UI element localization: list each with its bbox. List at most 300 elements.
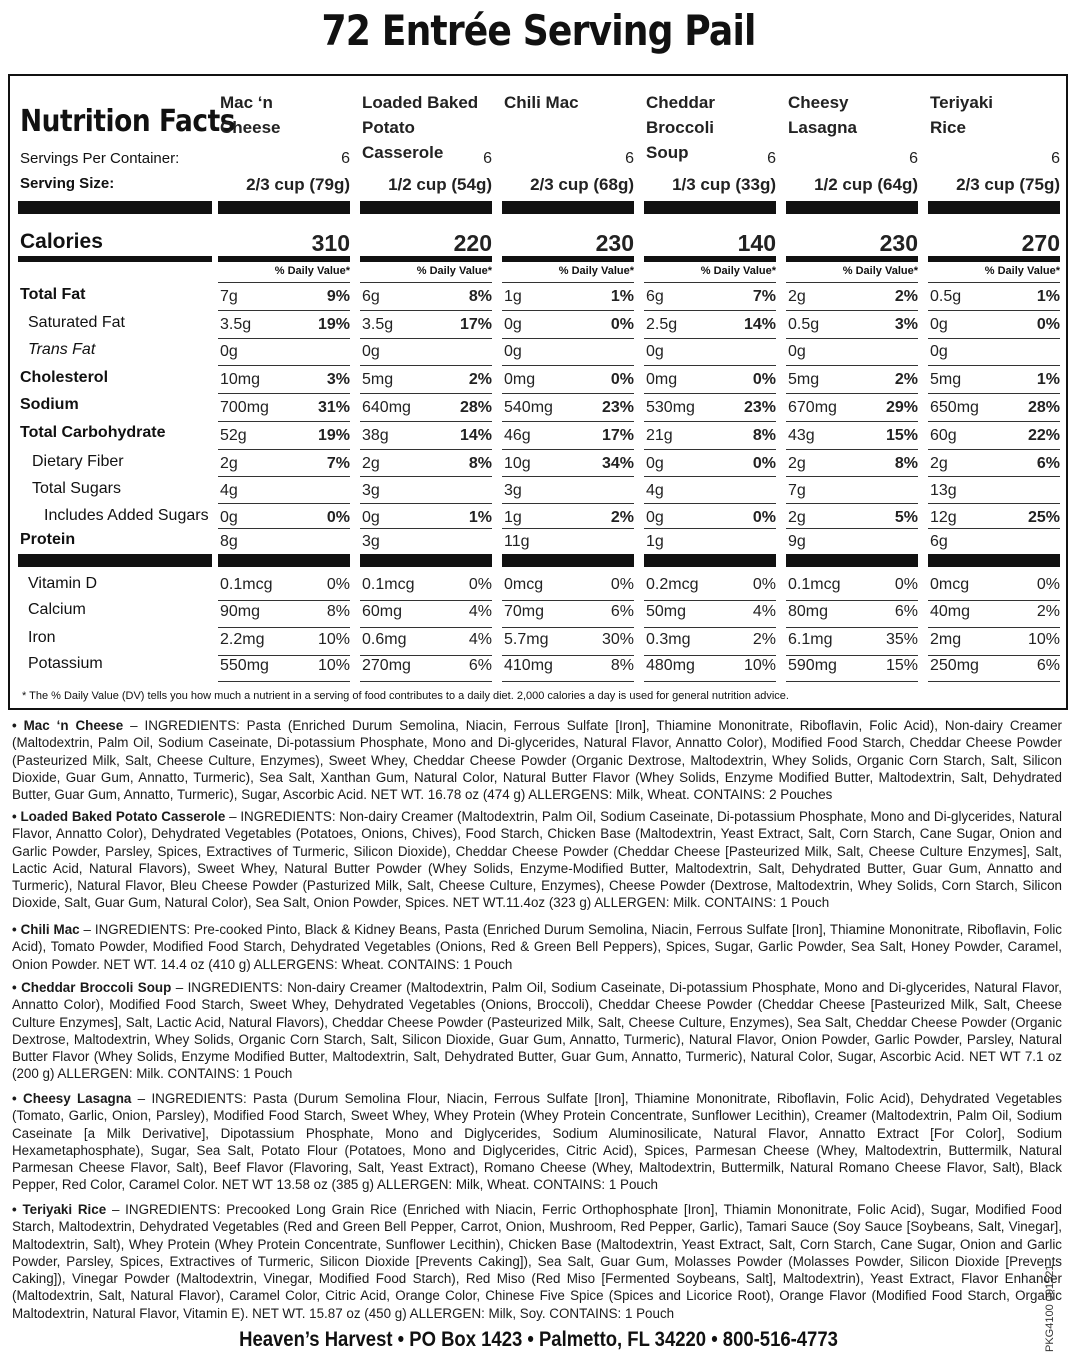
daily-value-header: % Daily Value* — [416, 265, 492, 277]
medium-bar — [928, 256, 1060, 262]
sat-daily-value: 14% — [743, 316, 776, 333]
label-potassium: Potassium — [28, 655, 103, 672]
row-divider — [928, 655, 1060, 656]
ingredient-text: – INGREDIENTS: Pre-cooked Pinto, Black & Kidney Beans, Pasta (Enriched Durum Semolina, Niacin, Ferrous Sulfate [Iron], Thiamine Mononitrate, Riboflavin, Folic Acid), Tomato Powder, Modified Food Starch, Dehydrated Vegetables (Onions, Red & Green Bell Peppers), Spices, Sugar, Garlic Powder, Sea Salt, Honey Powder, Caramel, Onion Powder. NET WT. 14.4 oz (410 g) ALLERGENS: Wheat. CONTAINS: 1 Pouch — [12, 922, 1062, 972]
row-divider — [360, 655, 492, 656]
label-trans-fat: Trans Fat — [28, 341, 96, 358]
thick-bar — [644, 554, 776, 567]
row-divider — [360, 338, 492, 339]
sodium-amount: 700mg — [220, 399, 269, 416]
row-divider — [502, 528, 634, 529]
row-divider — [928, 282, 1060, 283]
row-divider — [360, 282, 492, 283]
row-divider — [502, 421, 634, 422]
ingredient-product-name: • Cheesy Lasagna — [12, 1091, 132, 1106]
calcium-daily-value: 4% — [468, 603, 492, 620]
serving-size-value: 1/2 cup (64g) — [814, 175, 918, 194]
carb-daily-value: 8% — [752, 427, 776, 444]
fiber-daily-value: 8% — [894, 455, 918, 472]
calcium-daily-value: 4% — [752, 603, 776, 620]
sat-daily-value: 19% — [317, 316, 350, 333]
carb-daily-value: 14% — [459, 427, 492, 444]
chol-daily-value: 1% — [1036, 371, 1060, 388]
medium-bar — [786, 256, 918, 262]
product-name: Mac ‘n Cheese — [220, 93, 281, 137]
iron-daily-value: 10% — [317, 631, 350, 648]
trans-amount: 0g — [220, 343, 238, 360]
row-divider — [928, 476, 1060, 477]
sodium-daily-value: 23% — [601, 399, 634, 416]
vitd-daily-value: 0% — [1036, 576, 1060, 593]
iron-amount: 5.7mg — [504, 631, 549, 648]
iron-amount: 2.2mg — [220, 631, 265, 648]
calories-value: 270 — [1021, 230, 1060, 256]
label-serving-size: Serving Size: — [20, 175, 115, 192]
fat-daily-value: 7% — [752, 288, 776, 305]
row-divider — [928, 528, 1060, 529]
label-servings: Servings Per Container: — [20, 150, 180, 167]
row-divider — [928, 627, 1060, 628]
row-divider — [502, 681, 634, 682]
label-total-fat: Total Fat — [20, 286, 86, 303]
row-divider — [644, 681, 776, 682]
fiber-daily-value: 0% — [752, 455, 776, 472]
added-daily-value: 1% — [468, 509, 492, 526]
calories-value: 230 — [595, 230, 634, 256]
row-divider — [928, 393, 1060, 394]
serving-size-value: 2/3 cup (79g) — [246, 175, 350, 194]
chol-daily-value: 0% — [752, 371, 776, 388]
vitd-amount: 0.1mcg — [362, 576, 415, 593]
row-divider — [928, 600, 1060, 601]
thick-bar — [360, 201, 492, 214]
daily-value-header: % Daily Value* — [274, 265, 350, 277]
fiber-amount: 0g — [646, 455, 664, 472]
carb-amount: 21g — [646, 427, 673, 444]
serving-size-value: 1/2 cup (54g) — [388, 175, 492, 194]
sat-amount: 0g — [504, 316, 522, 333]
medium-bar — [644, 256, 776, 262]
vitd-amount: 0.1mcg — [788, 576, 841, 593]
row-divider — [786, 476, 918, 477]
fat-amount: 6g — [362, 288, 380, 305]
row-divider — [360, 365, 492, 366]
trans-amount: 0g — [646, 343, 664, 360]
row-divider — [786, 310, 918, 311]
row-divider — [360, 600, 492, 601]
package-code: PKG4100 091521 — [1044, 1264, 1056, 1352]
vitd-daily-value: 0% — [752, 576, 776, 593]
label-added-sugars: Includes Added Sugars — [44, 507, 209, 524]
sat-daily-value: 3% — [894, 316, 918, 333]
protein-amount: 8g — [220, 533, 238, 550]
fiber-daily-value: 8% — [468, 455, 492, 472]
sat-daily-value: 0% — [610, 316, 634, 333]
potassium-amount: 410mg — [504, 657, 553, 674]
added-daily-value: 5% — [894, 509, 918, 526]
sodium-amount: 650mg — [930, 399, 979, 416]
thick-bar — [502, 554, 634, 567]
iron-daily-value: 4% — [468, 631, 492, 648]
carb-daily-value: 17% — [601, 427, 634, 444]
calories-value: 310 — [311, 230, 350, 256]
row-divider — [360, 449, 492, 450]
sodium-daily-value: 23% — [743, 399, 776, 416]
label-vitamin-d: Vitamin D — [28, 575, 98, 592]
row-divider — [928, 310, 1060, 311]
trans-amount: 0g — [788, 343, 806, 360]
daily-value-footnote: * The % Daily Value (DV) tells you how much a nutrient in a serving of food contributes to a daily diet. 2,000 calories a day is used for general nutrition advice. — [22, 690, 789, 702]
row-divider — [218, 421, 350, 422]
row-divider — [928, 421, 1060, 422]
row-divider — [502, 449, 634, 450]
medium-bar — [218, 256, 350, 262]
chol-amount: 5mg — [930, 371, 962, 388]
row-divider — [644, 600, 776, 601]
chol-amount: 5mg — [788, 371, 820, 388]
sugars-amount: 13g — [930, 482, 957, 499]
product-name: Teriyaki Rice — [930, 93, 994, 137]
medium-bar — [502, 256, 634, 262]
potassium-amount: 270mg — [362, 657, 411, 674]
label-iron: Iron — [28, 629, 56, 646]
row-divider — [360, 528, 492, 529]
nutrition-facts-heading: Nutrition Facts — [20, 104, 236, 139]
thick-bar — [218, 201, 350, 214]
sugars-amount: 3g — [362, 482, 380, 499]
nutrition-facts-panel — [8, 74, 1068, 710]
ingredient-product-name: • Teriyaki Rice — [12, 1202, 107, 1217]
row-divider — [218, 282, 350, 283]
sodium-amount: 540mg — [504, 399, 553, 416]
carb-amount: 52g — [220, 427, 247, 444]
added-amount: 0g — [220, 509, 238, 526]
vitd-amount: 0mcg — [930, 576, 970, 593]
sat-amount: 0g — [930, 316, 948, 333]
sodium-daily-value: 29% — [885, 399, 918, 416]
added-amount: 12g — [930, 509, 957, 526]
row-divider — [644, 338, 776, 339]
row-divider — [644, 528, 776, 529]
chol-daily-value: 3% — [326, 371, 350, 388]
row-divider — [502, 365, 634, 366]
thick-bar — [502, 201, 634, 214]
fat-daily-value: 2% — [894, 288, 918, 305]
row-divider — [360, 310, 492, 311]
ingredient-text: – INGREDIENTS: Precooked Long Grain Rice (Enriched with Niacin, Ferric Orthophosphate [Iron], Thiamin Mononitrate, Folic Acid), Sugar, Modified Food Starch, Maltodextrin, Dehydrated Vegetables (Red and Green Bell Pepper, Carrot, Onion, Mushroom, Red Pepper, Garlic), Tamari Sauce (Soy Sauce [Soybeans, Salt, Vinegar], Maltodextrin, Salt), Whey Protein (Whey Protein Concentrate, Sunflower Lecithin), Chicken Base (Maltodextrin, Yeast Extract, Salt, Corn Starch, Cane Sugar, Onion and Garlic Powder, Parsley, Spices, Extractives of Turmeric, Silicon Dioxide [Prevents Caking]), Sea Salt, Guar Gum, Molasses Powder (Molasses Powder, Silicon Dioxide [Prevents Caking]), Vinegar Powder (Maltodextrin, Vinegar, Modified Food Starch), Red Miso (Red Miso [Fermented Soybeans, Salt], Maltodextrin), Yeast Extract, Flavor Enhancer (Maltodextrin, Salt, Natural Flavor), Caramel Color, Citric Acid, Orange Color, Chinese Five Spice (Spices and Licorice Root), Orange Flavor (Modified Food Starch, Organic Maltodextrin, Natural Flavor, Vitamin E). NET WT. 15.87 oz (450 g) ALLERGEN: Milk, Soy. CONTAINS: 1 Pouch — [12, 1202, 1063, 1321]
label-sodium: Sodium — [20, 396, 79, 413]
row-divider — [502, 310, 634, 311]
row-divider — [786, 627, 918, 628]
row-divider — [644, 449, 776, 450]
row-divider — [218, 393, 350, 394]
row-divider — [218, 600, 350, 601]
row-divider — [218, 365, 350, 366]
fiber-amount: 2g — [220, 455, 238, 472]
vitd-daily-value: 0% — [326, 576, 350, 593]
added-amount: 2g — [788, 509, 806, 526]
calcium-amount: 50mg — [646, 603, 687, 620]
row-divider — [218, 655, 350, 656]
row-divider — [502, 503, 634, 504]
ingredient-product-name: • Cheddar Broccoli Soup — [12, 980, 172, 995]
row-divider — [218, 627, 350, 628]
row-divider — [218, 528, 350, 529]
servings-value: 6 — [909, 150, 918, 167]
ingredient-product-name: • Loaded Baked Potato Casserole — [12, 809, 226, 824]
thick-bar — [218, 554, 350, 567]
label-dietary-fiber: Dietary Fiber — [32, 453, 124, 470]
fat-amount: 0.5g — [930, 288, 962, 305]
page-title: 72 Entrée Serving Pail — [321, 6, 756, 55]
sat-amount: 2.5g — [646, 316, 678, 333]
carb-amount: 60g — [930, 427, 957, 444]
row-divider — [928, 449, 1060, 450]
row-divider — [360, 393, 492, 394]
calcium-amount: 40mg — [930, 603, 971, 620]
row-divider — [644, 365, 776, 366]
ingredient-product-name: • Mac ‘n Cheese — [12, 718, 124, 733]
sodium-amount: 530mg — [646, 399, 695, 416]
row-divider — [360, 503, 492, 504]
sodium-daily-value: 31% — [317, 399, 350, 416]
label-cholesterol: Cholesterol — [20, 369, 109, 386]
added-daily-value: 0% — [752, 509, 776, 526]
product-column — [644, 76, 776, 708]
thick-bar — [928, 201, 1060, 214]
protein-amount: 9g — [788, 533, 806, 550]
product-name: Chili Mac — [504, 93, 579, 112]
ingredient-paragraph — [12, 717, 1062, 803]
sat-daily-value: 0% — [1036, 316, 1060, 333]
added-amount: 1g — [504, 509, 522, 526]
trans-amount: 0g — [930, 343, 948, 360]
fat-daily-value: 9% — [326, 288, 350, 305]
label-bar-thick-2 — [18, 554, 212, 567]
row-divider — [786, 528, 918, 529]
thick-bar — [786, 554, 918, 567]
added-daily-value: 25% — [1027, 509, 1060, 526]
fat-daily-value: 8% — [468, 288, 492, 305]
potassium-daily-value: 6% — [468, 657, 492, 674]
added-amount: 0g — [646, 509, 664, 526]
fat-amount: 7g — [220, 288, 238, 305]
row-divider — [218, 338, 350, 339]
vitd-amount: 0.2mcg — [646, 576, 699, 593]
thick-bar — [928, 554, 1060, 567]
sat-amount: 3.5g — [362, 316, 394, 333]
row-divider — [360, 627, 492, 628]
row-divider — [644, 393, 776, 394]
row-divider — [502, 393, 634, 394]
serving-size-value: 2/3 cup (75g) — [956, 175, 1060, 194]
iron-daily-value: 30% — [601, 631, 634, 648]
row-divider — [928, 365, 1060, 366]
company-footer: Heaven’s Harvest • PO Box 1423 • Palmetto, FL 34220 • 800-516-4773 — [239, 1328, 838, 1351]
calories-value: 140 — [737, 230, 776, 256]
row-divider — [928, 503, 1060, 504]
calories-value: 230 — [879, 230, 918, 256]
protein-amount: 11g — [504, 533, 530, 550]
row-divider — [502, 600, 634, 601]
row-divider — [218, 310, 350, 311]
sodium-amount: 640mg — [362, 399, 411, 416]
iron-daily-value: 2% — [752, 631, 776, 648]
potassium-amount: 250mg — [930, 657, 979, 674]
fiber-daily-value: 34% — [601, 455, 634, 472]
thick-bar — [360, 554, 492, 567]
calcium-amount: 60mg — [362, 603, 403, 620]
label-total-carbohydrate: Total Carbohydrate — [20, 424, 166, 441]
sat-amount: 0.5g — [788, 316, 820, 333]
calcium-daily-value: 6% — [894, 603, 918, 620]
servings-value: 6 — [341, 150, 350, 167]
sugars-amount: 4g — [646, 482, 664, 499]
iron-amount: 0.6mg — [362, 631, 407, 648]
daily-value-header: % Daily Value* — [700, 265, 776, 277]
carb-daily-value: 15% — [885, 427, 918, 444]
sat-daily-value: 17% — [459, 316, 492, 333]
calcium-amount: 90mg — [220, 603, 261, 620]
calcium-daily-value: 6% — [610, 603, 634, 620]
daily-value-header: % Daily Value* — [558, 265, 634, 277]
row-divider — [218, 681, 350, 682]
carb-amount: 46g — [504, 427, 531, 444]
row-divider — [786, 449, 918, 450]
calories-value: 220 — [453, 230, 492, 256]
potassium-daily-value: 8% — [610, 657, 634, 674]
row-divider — [644, 282, 776, 283]
chol-daily-value: 0% — [610, 371, 634, 388]
iron-daily-value: 10% — [1027, 631, 1060, 648]
fat-daily-value: 1% — [1036, 288, 1060, 305]
row-divider — [502, 627, 634, 628]
ingredient-text: – INGREDIENTS: Pasta (Durum Semolina Flour, Niacin, Ferrous Sulfate [Iron], Thiamine Mononitrate, Riboflavin, Folic Acid), Dehydrated Vegetables (Tomato, Garlic, Onion, Parsley), Modified Food Starch, Sweet Whey, Whey Protein (Whey Protein Concentrate, Sunflower Lecithin), Creamer (Maltodextrin, Palm Oil, Sodium Caseinate [a Milk Derivative], Dipotassium Phosphate, Mono and Diglycerides, Sodium Aluminosilicate, Natural Flavor, Annatto Extract [For Color], Sodium Hexametaphosphate), Sugar, Sea Salt, Potato Flour (Potatoes, Mono and Diglycerides, Citric Acid), Spices, Parmesan Cheese (Whey, Maltodextrin, Buttermilk, Natural Parmesan Cheese Flavor, Salt), Beef Flavor (Flavoring, Salt, Yeast Extract), Romano Cheese (Whey, Maltodextrin, Buttermilk, Natural Romano Cheese Flavor, Salt), Black Pepper, Red Color, Caramel Color. NET WT 13.58 oz (385 g) ALLERGEN: Milk, Wheat. CONTAINS: 1 Pouch — [12, 1091, 1062, 1193]
product-column — [218, 76, 350, 708]
thick-bar — [786, 201, 918, 214]
iron-amount: 2mg — [930, 631, 962, 648]
added-daily-value: 0% — [326, 509, 350, 526]
potassium-daily-value: 15% — [885, 657, 918, 674]
product-column — [360, 76, 492, 708]
protein-amount: 6g — [930, 533, 948, 550]
iron-daily-value: 35% — [885, 631, 918, 648]
servings-value: 6 — [625, 150, 634, 167]
row-divider — [218, 503, 350, 504]
serving-size-value: 2/3 cup (68g) — [530, 175, 634, 194]
servings-value: 6 — [767, 150, 776, 167]
fiber-amount: 10g — [504, 455, 531, 472]
sugars-amount: 3g — [504, 482, 522, 499]
potassium-daily-value: 10% — [743, 657, 776, 674]
row-divider — [928, 681, 1060, 682]
ingredient-text: – INGREDIENTS: Non-dairy Creamer (Maltodextrin, Palm Oil, Sodium Caseinate, Di-potassium Phosphate, Mono and Di-glycerides, Natural Flavor, Annatto Color), Dehydrated Vegetables (Potatoes, Onions, Chives), Food Starch, Chicken Base (Maltodextrin, Yeast Extract, Salt, Corn Starch, Cane Sugar, Onion and Garlic Powder, Parsley, Spices, Extractives of Turmeric, Silicon Dioxide), Cheddar Cheese Powder (Cheddar Cheese [Pasteurized Milk, Salt, Cheese Culture Enzymes], Salt, Lactic Acid, Natural Flavors), Sweet Whey, Natural Butter Powder (Whey Solids, Enzyme-Modified Butter, Maltodextrin, Salt, Dehydrated Butter, Guar Gum, Annatto and Turmeric), Natural Flavor, Bleu Cheese Powder (Pasturized Milk, Salt, Cheese Culture, Enzymes), Cheese Powder (Dextrose, Maltodextrin, Whey Solids, Corn Starch, Silicon Dioxide, Salt, Guar Gum, Natural Color), Sea Salt, Onion Powder, Spices. NET WT.11.4oz (323 g) ALLERGEN: Milk. CONTAINS: 1 Pouch — [12, 809, 1062, 911]
label-calcium: Calcium — [28, 601, 86, 618]
label-total-sugars: Total Sugars — [32, 480, 121, 497]
calcium-amount: 70mg — [504, 603, 545, 620]
fat-amount: 2g — [788, 288, 806, 305]
calcium-daily-value: 8% — [326, 603, 350, 620]
row-divider — [928, 338, 1060, 339]
row-divider — [786, 655, 918, 656]
carb-daily-value: 19% — [317, 427, 350, 444]
sodium-daily-value: 28% — [1027, 399, 1060, 416]
daily-value-header: % Daily Value* — [984, 265, 1060, 277]
row-divider — [786, 393, 918, 394]
protein-amount: 3g — [362, 533, 380, 550]
chol-amount: 0mg — [504, 371, 536, 388]
product-column — [786, 76, 918, 708]
iron-amount: 6.1mg — [788, 631, 833, 648]
fiber-amount: 2g — [930, 455, 948, 472]
potassium-amount: 550mg — [220, 657, 269, 674]
label-bar-medium — [18, 256, 212, 262]
servings-value: 6 — [1051, 150, 1060, 167]
label-protein: Protein — [20, 531, 76, 548]
row-divider — [644, 310, 776, 311]
ingredient-text: – INGREDIENTS: Pasta (Enriched Durum Semolina, Niacin, Ferrous Sulfate [Iron], Thiamine Mononitrate, Riboflavin, Folic Acid), Non-dairy Creamer (Maltodextrin, Palm Oil, Sodium Caseinate, Di-potassium Phosphate, Mono and Di-glycerides, Natural Flavor, Annatto Color), Modified Food Starch, Cheddar Cheese Powder (Pasteurized Milk, Salt, Cheese Culture, Enzymes), Sweet Whey, Cheddar Cheese Powder (Organic Dextrose, Maltodextrin, Whey Solids, Organic Corn Starch, Salt, Silicon Dioxide, Guar Gum, Annatto, Turmeric), Sea Salt, Xanthan Gum, Natural Color, Natural Butter Flavor (Whey Solids, Enzyme Modified Butter, Maltodextrin, Salt, Dehydrated Butter, Guar Gum, Annatto, Turmeric), Sugar, Ascorbic Acid. NET WT. 16.78 oz (474 g) ALLERGENS: Milk, Wheat. CONTAINS: 2 Pouches — [12, 718, 1062, 803]
ingredient-paragraph — [12, 808, 1062, 912]
added-daily-value: 2% — [610, 509, 634, 526]
sugars-amount: 7g — [788, 482, 806, 499]
added-amount: 0g — [362, 509, 380, 526]
row-divider — [644, 627, 776, 628]
fat-amount: 1g — [504, 288, 522, 305]
trans-amount: 0g — [362, 343, 380, 360]
sat-amount: 3.5g — [220, 316, 252, 333]
potassium-daily-value: 10% — [317, 657, 350, 674]
sugars-amount: 4g — [220, 482, 238, 499]
vitd-daily-value: 0% — [610, 576, 634, 593]
product-column — [928, 76, 1060, 708]
row-divider — [786, 421, 918, 422]
carb-amount: 43g — [788, 427, 815, 444]
product-column — [502, 76, 634, 708]
potassium-amount: 480mg — [646, 657, 695, 674]
row-divider — [644, 503, 776, 504]
medium-bar — [360, 256, 492, 262]
row-divider — [502, 282, 634, 283]
row-divider — [644, 476, 776, 477]
row-divider — [786, 681, 918, 682]
chol-daily-value: 2% — [468, 371, 492, 388]
product-name: Loaded Baked Potato Casserole — [362, 93, 479, 162]
trans-amount: 0g — [504, 343, 522, 360]
fat-amount: 6g — [646, 288, 664, 305]
product-name: Cheddar Broccoli Soup — [646, 93, 715, 162]
fiber-amount: 2g — [362, 455, 380, 472]
row-divider — [786, 365, 918, 366]
vitd-amount: 0mcg — [504, 576, 544, 593]
fiber-daily-value: 6% — [1036, 455, 1060, 472]
ingredient-paragraph — [12, 1090, 1062, 1194]
row-divider — [360, 421, 492, 422]
vitd-daily-value: 0% — [894, 576, 918, 593]
calcium-amount: 80mg — [788, 603, 829, 620]
row-divider — [786, 600, 918, 601]
row-divider — [502, 476, 634, 477]
fiber-amount: 2g — [788, 455, 806, 472]
row-divider — [644, 655, 776, 656]
row-divider — [786, 282, 918, 283]
row-divider — [360, 476, 492, 477]
label-bar-thick — [18, 201, 212, 214]
ingredient-paragraph — [12, 921, 1062, 973]
ingredient-text: – INGREDIENTS: Non-dairy Creamer (Maltodextrin, Palm Oil, Sodium Caseinate, Di-potassium Phosphate, Mono and Di-glycerides, Natural Flavor, Annatto Color), Modified Food Starch, Sweet Whey, Dehydrated Vegetables (Onions, Broccoli), Cheddar Cheese Powder (Cheddar Cheese [Pasteurized Milk, Salt, Cheese Culture Enzymes], Salt, Lactic Acid, Natural Flavors), Cheddar Cheese Powder (Pasteurized Milk, Salt, Cheese Culture, Enzymes), Sea Salt, Cheddar Cheese Powder (Organic Dextrose, Maltodextrin, Whey Solids, Organic Corn Starch, Salt, Silicon Dioxide, Guar Gum, Annatto, Turmeric), Natural Flavor, Onion Powder, Garlic Powder, Parsley, Natural Butter Flavor (Whey Solids, Enzyme Modified Butter, Maltodextrin, Salt, Dehydrated Butter, Guar Gum, Annatto, Turmeric), Natural Color, Sugar, Ascorbic Acid. NET WT 7.1 oz (200 g) ALLERGEN: Milk. CONTAINS: 1 Pouch — [12, 980, 1062, 1082]
fat-daily-value: 1% — [610, 288, 634, 305]
label-calories: Calories — [20, 230, 103, 253]
ingredient-product-name: • Chili Mac — [12, 922, 80, 937]
